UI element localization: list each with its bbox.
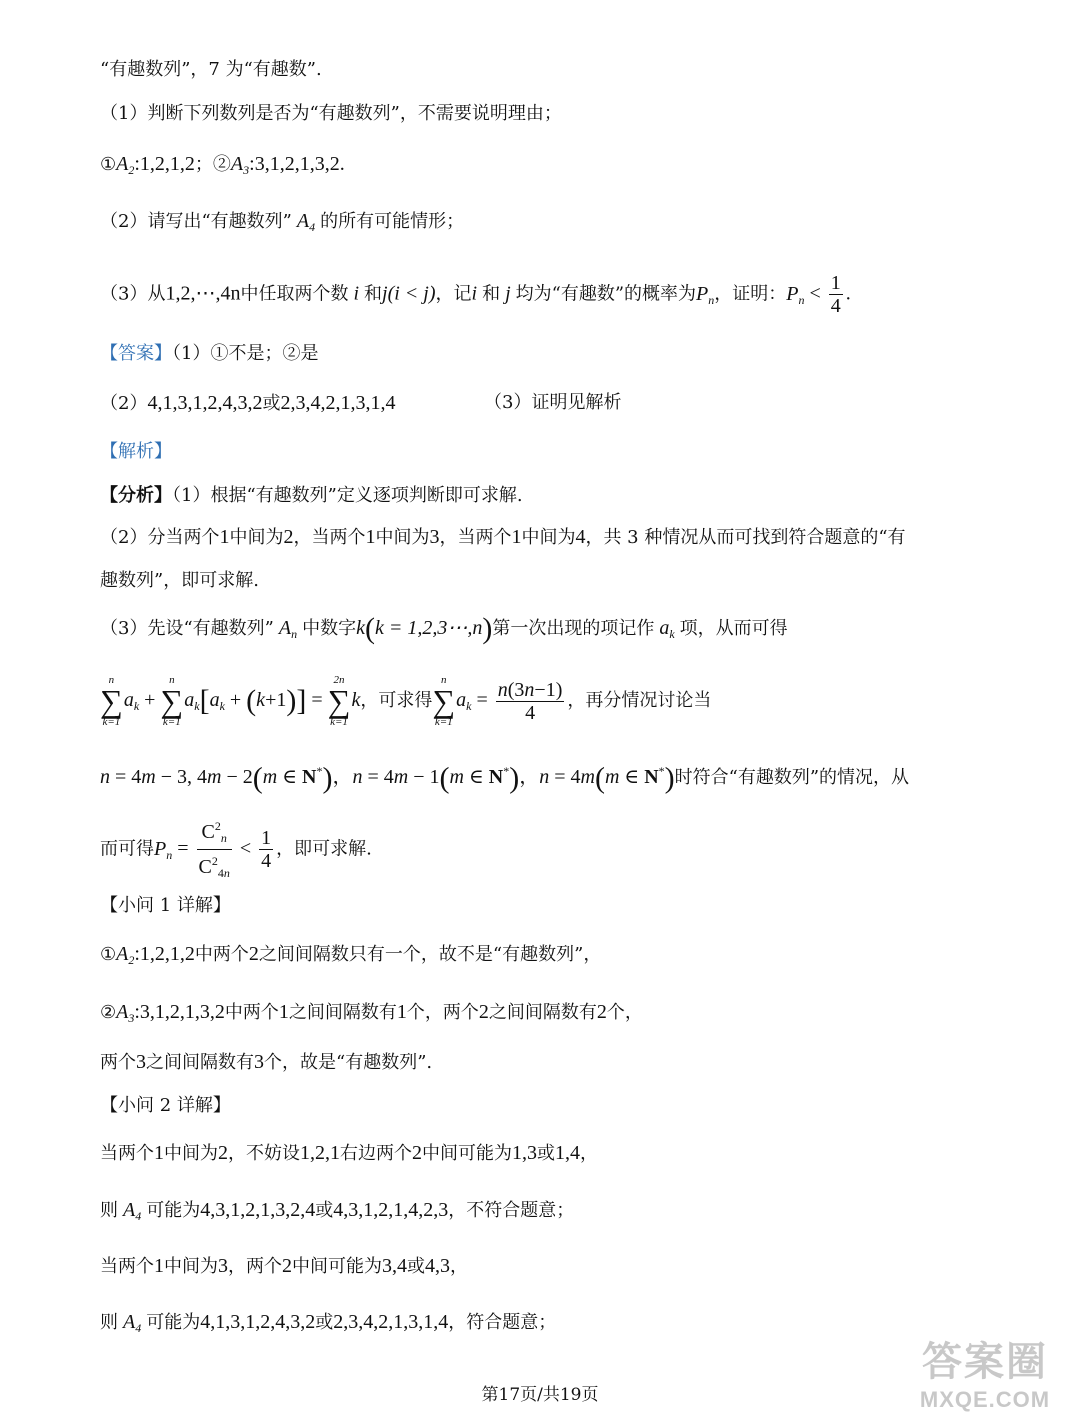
answer-line-2: （2）4,1,3,1,2,4,3,2或2,3,4,2,1,3,1,4 xyxy=(100,392,396,414)
answer-part-3: （3）证明见解析 xyxy=(484,392,622,413)
analysis-line-1: 【分析】（1）根据“有趣数列”定义逐项判断即可求解. xyxy=(100,485,523,506)
analysis-cases-line: n = 4m − 3, 4m − 2(m ∈ N*)，n = 4m − 1(m ∈ N*)，n = 4m(m ∈ N*)时符合“有趣数列”的情况，从 xyxy=(100,761,910,795)
analysis-tag: 【分析】 xyxy=(100,485,172,506)
question-1-sequences: $①A_2:1,2,1,2$；$②A_3:3,1,2,1,3,2$. xyxy=(100,153,345,177)
fraction-one-quarter: $\frac{1}{4}$ xyxy=(830,272,841,317)
jiexi-tag: 【解析】 xyxy=(100,441,172,462)
analysis-formula-line: n ∑ k=1 $a_k$ + n ∑ k=1 $a_k[a_k + (k+1)]$ = 2n ∑ k=1 k，可求得 n ∑ k=1 $a_k$ = $\frac{n(3n-1)}{4}$ ，再分情况讨论当 xyxy=(100,674,712,728)
question-1: （1）判断下列数列是否为“有趣数列”，不需要说明理由； xyxy=(100,103,562,124)
detail-2-line-4: 则 $A_4$ 可能为4,1,3,1,2,4,3,2或2,3,4,2,1,3,1,4，符合题意； xyxy=(100,1311,557,1335)
detail-2-line-1: 当两个1中间为2，不妨设1,2,1右边两个2中间可能为1,3或1,4， xyxy=(100,1142,598,1164)
detail-2-line-2: 则 $A_4$ 可能为4,3,1,2,1,3,2,4或4,3,1,2,1,4,2,3，不符合题意； xyxy=(100,1199,575,1223)
question-3: （3）从1,2,⋯,4n中任取两个数 i 和j(i < j)，记i 和 j 均为“有趣数”的概率为$P_n$，证明：$P_n$ < $\frac{1}{4}$ . xyxy=(100,272,851,317)
detail-2-tag: 【小问 2 详解】 xyxy=(100,1095,231,1116)
watermark-logo: 答案圈 MXQE.COM xyxy=(919,1340,1051,1412)
answer-line-1: 【答案】（1）①不是；②是 xyxy=(100,343,319,364)
analysis-line-2: （2）分当两个1中间为2，当两个1中间为3，当两个1中间为4，共 3 种情况从而可找到符合题意的“有 xyxy=(100,526,906,548)
detail-2-line-3: 当两个1中间为3，两个2中间可能为3,4或4,3， xyxy=(100,1255,468,1277)
problem-intro: “有趣数列”，7 为“有趣数”. xyxy=(100,59,322,80)
page-footer: 第17页/共19页 xyxy=(481,1385,599,1405)
detail-1-line-1: $①A_2:1,2,1,2$中两个2之间间隔数只有一个，故不是“有趣数列”， xyxy=(100,943,602,967)
answer-tag: 【答案】 xyxy=(100,343,172,364)
question-2: （2）请写出“有趣数列” $A_4$ 的所有可能情形； xyxy=(100,210,465,234)
detail-1-line-2: $②A_3:3,1,2,1,3,2$中两个1之间间隔数有1个，两个2之间间隔数有2个， xyxy=(100,1001,643,1025)
analysis-conclusion-line: 而可得$P_n$ = $\frac{C^2_n}{C^2_{4n}}$ < $\frac{1}{4}$ ，即可求解. xyxy=(100,815,372,884)
analysis-line-4: （3）先设“有趣数列” $A_n$ 中数字k(k = 1,2,3⋯,n)第一次出现的项记作 $a_k$ 项，从而可得 xyxy=(100,612,788,645)
detail-1-line-3: 两个3之间间隔数有3个，故是“有趣数列”. xyxy=(100,1051,433,1073)
detail-1-tag: 【小问 1 详解】 xyxy=(100,895,231,916)
analysis-line-3: 趣数列”，即可求解. xyxy=(100,570,259,591)
